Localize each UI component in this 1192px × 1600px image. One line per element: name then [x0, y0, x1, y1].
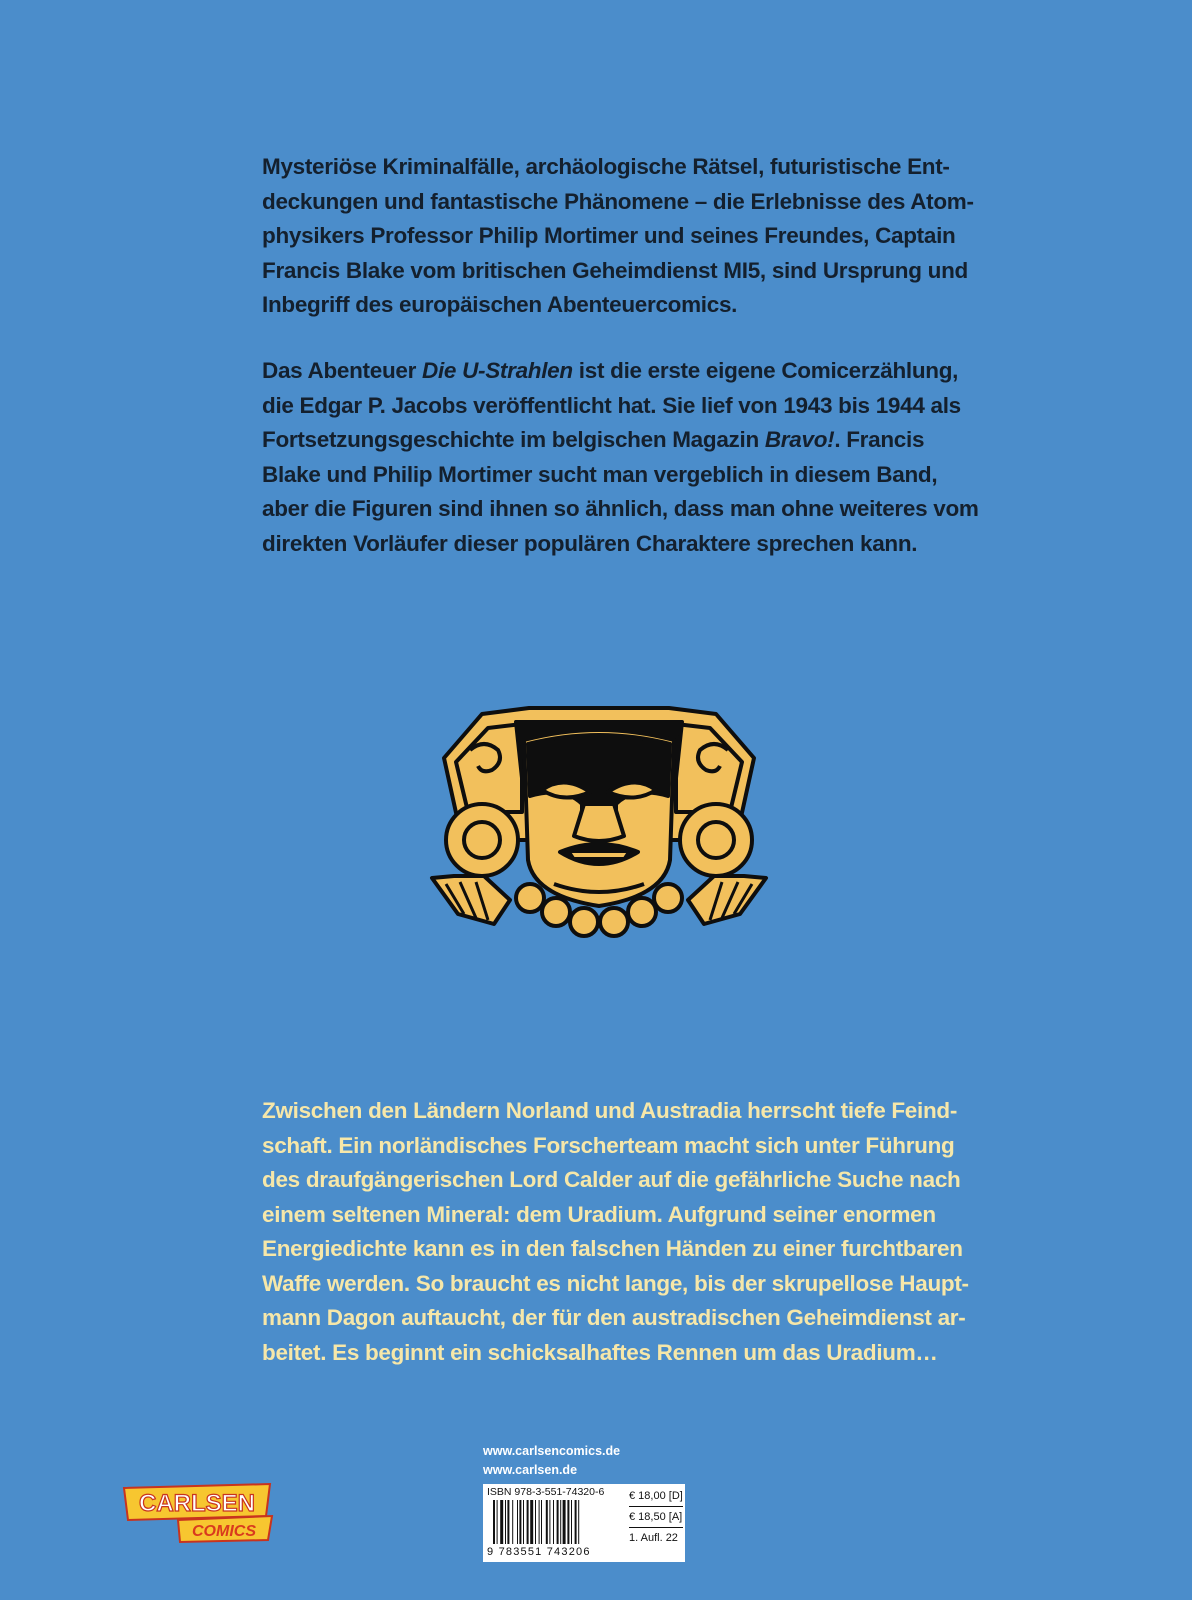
text-line — [262, 423, 925, 458]
barcode-bar — [527, 1500, 529, 1544]
text-segment: Das Abenteuer — [262, 358, 423, 383]
barcode-bar — [557, 1500, 559, 1544]
text-line: mann Dagon auftaucht, der für den austradischen Geheimdienst ar- — [262, 1305, 966, 1330]
text-segment: ist die erste eigene Comicerzählung, — [572, 358, 959, 383]
text-line: Francis Blake vom britischen Geheimdienst MI5, sind Ursprung und — [262, 257, 968, 283]
barcode-digits: 9 783551 743206 — [487, 1546, 591, 1558]
history-paragraph — [262, 354, 979, 561]
barcode-bar — [500, 1500, 503, 1544]
text-segment: Fortsetzungsgeschichte im belgischen Magazin — [262, 427, 765, 452]
barcode-bar — [523, 1500, 524, 1544]
barcode-bar — [560, 1500, 561, 1544]
barcode-bar — [493, 1500, 495, 1544]
text-line: einem seltenen Mineral: dem Uradium. Aufgrund seiner enormen — [262, 1201, 936, 1227]
barcode-bar — [567, 1500, 569, 1544]
text-line: aber die Figuren sind ihnen so ähnlich, dass man ohne weiteres vom — [262, 496, 979, 521]
text-line: Energiedichte kann es in den falschen Händen zu einer furchtbaren — [262, 1236, 963, 1261]
url-link[interactable]: www.carlsencomics.de — [483, 1444, 621, 1458]
logo-text-comics: COMICS — [192, 1523, 256, 1540]
text-line: schaft. Ein norländisches Forscherteam macht sich unter Führung — [262, 1132, 955, 1158]
text-line: Inbegriff des europäischen Abenteuercomics. — [262, 292, 738, 317]
barcode-bar — [563, 1500, 566, 1544]
aztec-mask-illustration — [424, 700, 774, 950]
price-list — [629, 1486, 683, 1548]
barcode-bar — [539, 1500, 540, 1544]
text-line: deckungen und fantastische Phänomene – die Erlebnisse des Atom- — [262, 188, 974, 214]
barcode-bar — [517, 1500, 518, 1544]
price-germany: € 18,00 [D] — [629, 1490, 683, 1502]
text-line: des draufgängerischen Lord Calder auf die gefährliche Suche nach — [262, 1167, 961, 1192]
text-line: Zwischen den Ländern Norland und Austradia herrscht tiefe Feind- — [262, 1098, 958, 1123]
text-segment: . Francis — [834, 427, 925, 452]
text-line: beitet. Es beginnt ein schicksalhaftes Rennen um das Uradium… — [262, 1339, 938, 1365]
story-paragraph — [262, 1094, 969, 1370]
text-line — [262, 354, 959, 389]
intro-paragraph — [262, 150, 974, 323]
logo-text-carlsen: CARLSEN — [138, 1490, 256, 1517]
barcode-bar — [505, 1500, 506, 1544]
price-austria: € 18,50 [A] — [629, 1506, 683, 1527]
barcode-bar — [519, 1500, 521, 1544]
magazine-title: Bravo! — [764, 427, 835, 452]
barcode-bar — [507, 1500, 509, 1544]
barcode-bar — [535, 1500, 536, 1544]
barcode-bar — [553, 1500, 554, 1544]
barcode-bar — [497, 1500, 498, 1544]
barcode — [493, 1500, 605, 1544]
text-line: physikers Professor Philip Mortimer und seines Freundes, Captain — [262, 223, 956, 248]
text-line: die Edgar P. Jacobs veröffentlicht hat. Sie lief von 1943 bis 1944 als — [262, 392, 961, 418]
barcode-bar — [571, 1500, 572, 1544]
barcode-bar — [546, 1500, 548, 1544]
barcode-bar — [549, 1500, 550, 1544]
publisher-urls — [483, 1442, 620, 1480]
text-line: Mysteriöse Kriminalfälle, archäologische Rätsel, futuristische Ent- — [262, 154, 950, 179]
text-line: Waffe werden. So braucht es nicht lange, bis der skrupellose Haupt- — [262, 1270, 969, 1296]
barcode-bar — [575, 1500, 577, 1544]
book-title: Die U-Strahlen — [422, 358, 573, 383]
barcode-bar — [512, 1500, 513, 1544]
barcode-bar — [530, 1500, 533, 1544]
text-line: Blake und Philip Mortimer sucht man vergeblich in diesem Band, — [262, 461, 938, 487]
barcode-bar — [578, 1500, 579, 1544]
isbn-number: ISBN 978-3-551-74320-6 — [487, 1486, 605, 1498]
edition-note: 1. Aufl. 22 — [629, 1527, 683, 1548]
text-line: direkten Vorläufer dieser populären Charaktere sprechen kann. — [262, 530, 918, 556]
barcode-label — [483, 1484, 685, 1562]
barcode-bar — [541, 1500, 542, 1544]
carlsen-comics-logo — [120, 1482, 275, 1544]
url-link[interactable]: www.carlsen.de — [483, 1463, 578, 1477]
